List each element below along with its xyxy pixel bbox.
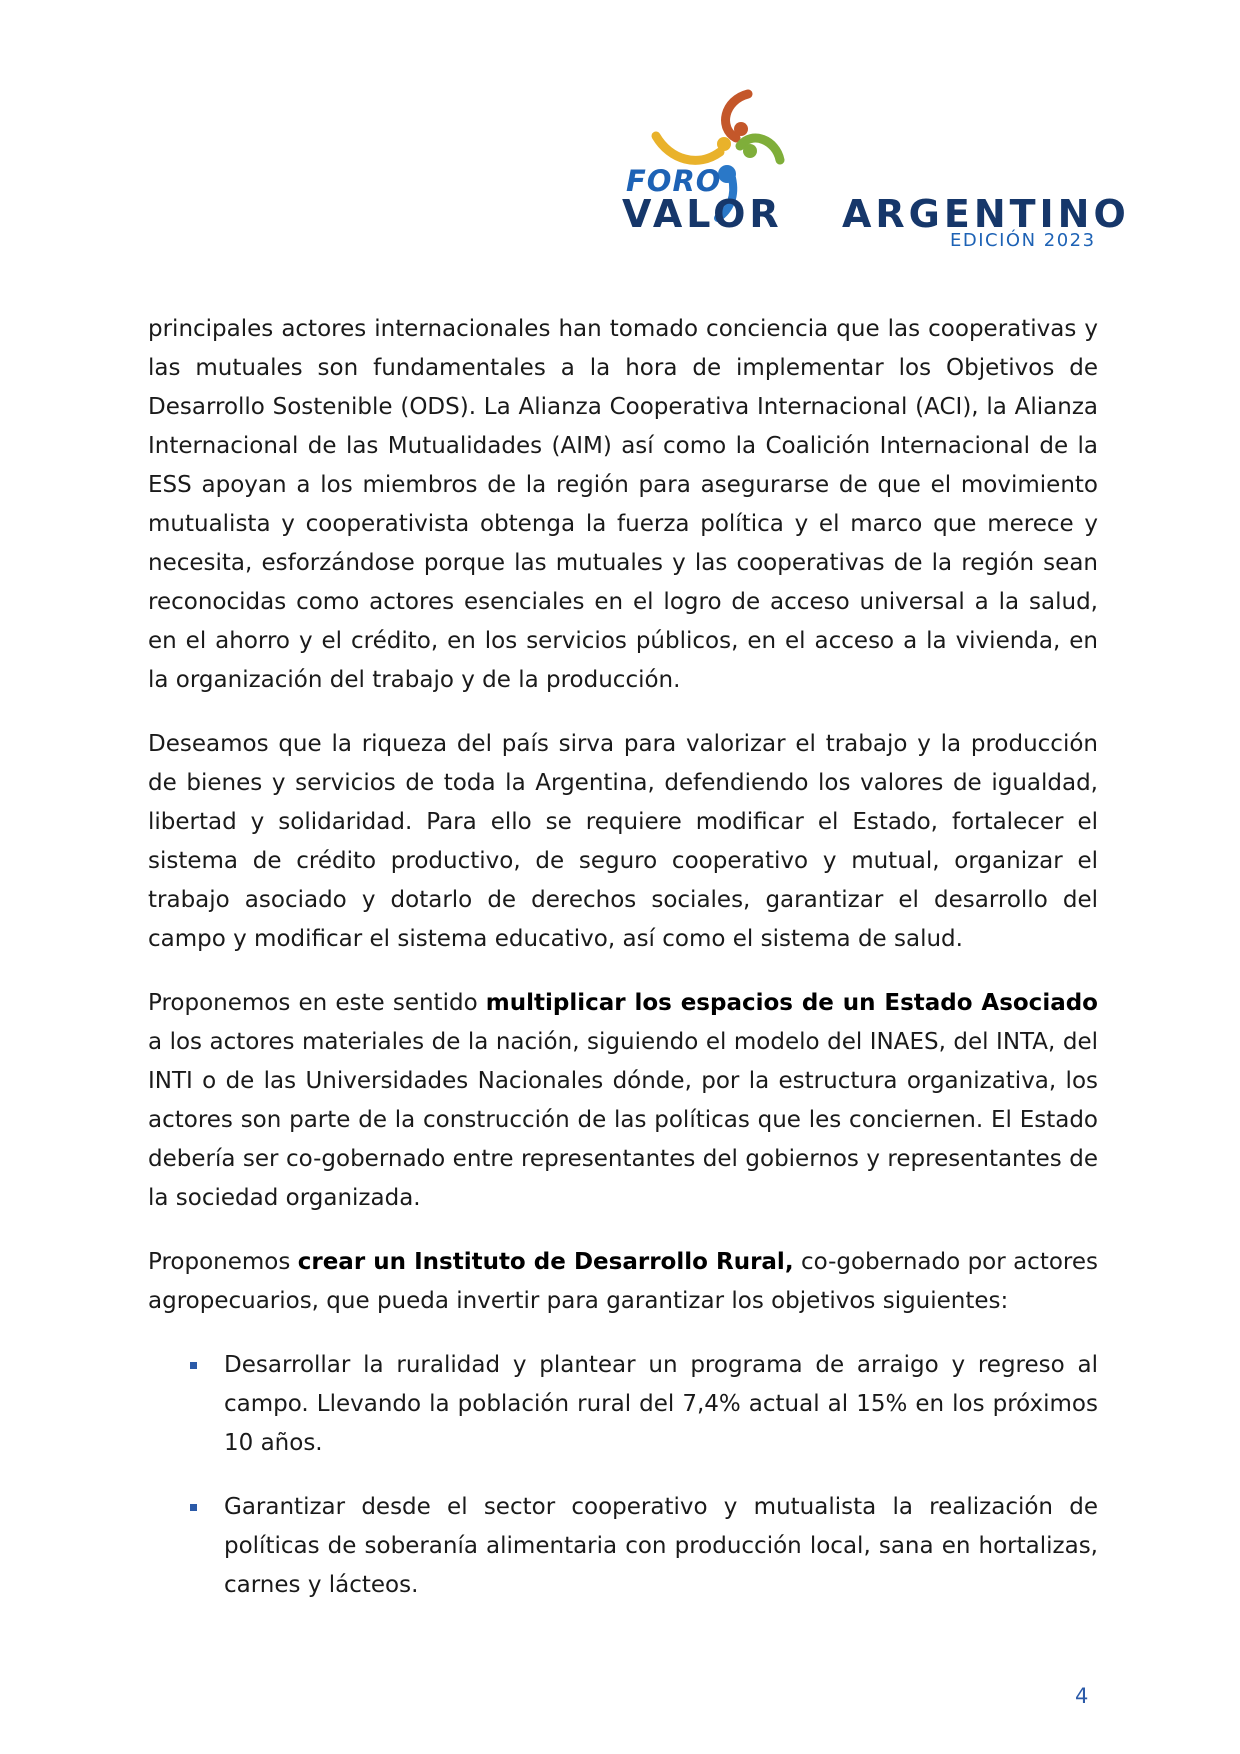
paragraph-4-rest: co-gobernado por actores agropecuarios, que pueda invertir para garantizar los objetivos siguientes: [148,1249,1098,1314]
list-item-text: Garantizar desde el sector cooperativo y mutualista la realización de políticas de soberanía alimentaria con producción local, sana en hortalizas, carnes y lácteos. [224,1494,1098,1598]
logo-edition-text: EDICIÓN 2023 [950,230,1096,251]
paragraph-3-emphasis: multiplicar los espacios de un Estado Asociado [485,990,1098,1016]
foro-valor-argentino-logo [620,88,1130,258]
paragraph-4-emphasis: crear un Instituto de Desarrollo Rural, [297,1249,794,1275]
list-item [148,1488,1098,1605]
square-bullet-icon [190,1362,197,1369]
paragraph-3 [148,984,1098,1218]
paragraph-2: Deseamos que la riqueza del país sirva para valorizar el trabajo y la producción de bienes y servicios de toda la Argentina, defendiendo los valores de igualdad, libertad y solidaridad. Para ello se requiere modificar el Estado, fortalecer el sistema de crédito productivo, de seguro cooperativo y mutual, organizar el trabajo asociado y dotarlo de derechos sociales, garantizar el desarrollo del campo y modificar el sistema educativo, así como el sistema de salud. [148,731,1098,952]
paragraph-3-lead: Proponemos en este sentido [148,990,486,1016]
paragraph-1: principales actores internacionales han tomado conciencia que las cooperativas y las mutuales son fundamentales a la hora de implementar los Objetivos de Desarrollo Sostenible (ODS). La Alianza Cooperativa Internacional (ACI), la Alianza Internacional de las Mutualidades (AIM) así como la Coalición Internacional de la ESS apoyan a los miembros de la región para asegurarse de que el movimiento mutualista y cooperativista obtenga la fuerza política y el marco que merece y necesita, esforzándose porque las mutuales y las cooperativas de la región sean reconocidas como actores esenciales en el logro de acceso universal a la salud, en el ahorro y el crédito, en los servicios públicos, en el acceso a la vivienda, en la organización del trabajo y de la producción. [148,316,1098,693]
logo-foro-text: FORO [626,164,722,198]
square-bullet-icon [190,1504,197,1511]
paragraph-4-lead: Proponemos [148,1249,298,1275]
paragraph-4 [148,1243,1098,1321]
paragraph-3-rest: a los actores materiales de la nación, siguiendo el modelo del INAES, del INTA, del INTI o de las Universidades Nacionales dónde, por la estructura organizativa, los actores son parte de la construcción de las políticas que les conciernen. El Estado debería ser co-gobernado entre representantes del gobiernos y representantes de la sociedad organizada. [148,1029,1098,1211]
page-number: 4 [1075,1684,1089,1708]
list-item-text: Desarrollar la ruralidad y plantear un programa de arraigo y regreso al campo. Llevando la población rural del 7,4% actual al 15% en los próximos 10 años. [224,1352,1098,1456]
logo-argentino-text: ARGENTINO [842,192,1130,236]
logo-valor-text: VALOR [622,192,783,236]
objectives-list [148,1346,1098,1605]
document-body [148,310,1098,1630]
list-item [148,1346,1098,1463]
